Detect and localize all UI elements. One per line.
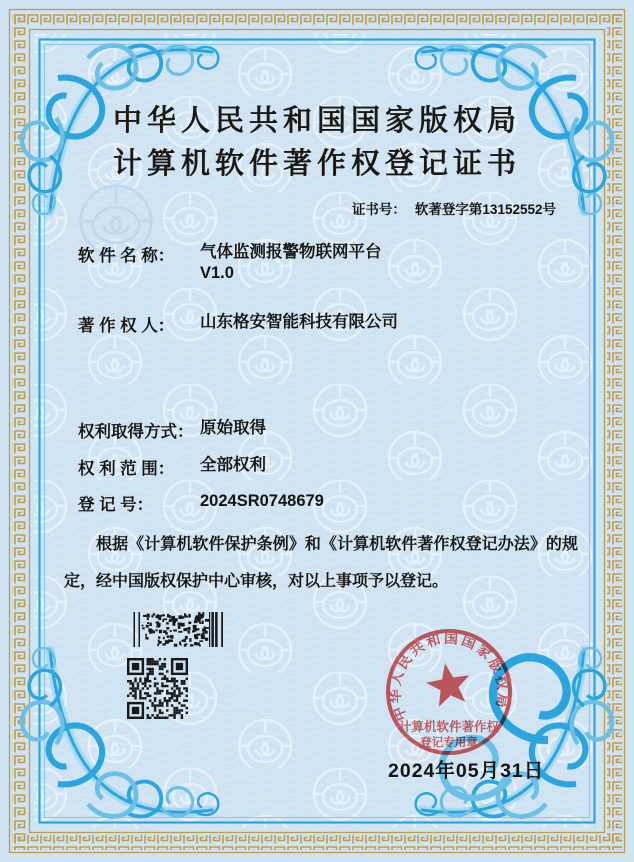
field-value: 全部权利 (200, 456, 266, 474)
seal-inner-line1: 计算机软件著作权 (398, 720, 500, 734)
issue-date: 2024年05月31日 (388, 760, 545, 782)
field-acquisition-method (78, 418, 266, 442)
certificate-number-value: 软著登字第13152552号 (414, 202, 556, 217)
field-rights-scope (78, 455, 266, 479)
field-value: 气体监测报警物联网平台 V1.0 (200, 243, 382, 282)
official-seal (383, 626, 515, 758)
seal-star (423, 660, 473, 709)
field-value: 原始取得 (200, 419, 266, 437)
field-registration-number (78, 491, 324, 515)
qr-code-graphic (127, 658, 188, 719)
barcode-graphic (127, 612, 223, 647)
field-label: 登 记 号： (78, 496, 154, 514)
certificate-title: 计算机软件著作权登记证书 (112, 148, 521, 180)
field-label: 软 件 名 称： (78, 247, 175, 265)
registration-statement: 根据《计算机软件保护条例》和《计算机软件著作权登记办法》的规定，经中国版权保护中心审核，对以上事项予以登记。 (64, 536, 578, 590)
field-label: 著 作 权 人： (78, 317, 175, 335)
field-value: 2024SR0748679 (200, 492, 324, 510)
seal-arc-text: 中华人民共和国国家版权局 (386, 629, 512, 724)
certificate-number-label: 证书号： (351, 202, 406, 217)
authority-title: 中华人民共和国国家版权局 (112, 105, 521, 137)
seal-inner-line2: 登记专用章 (420, 737, 478, 749)
certificate-number (352, 198, 556, 218)
field-label: 权 利 范 围： (78, 460, 175, 478)
field-version: V1.0 (200, 264, 234, 282)
field-value: 山东格安智能科技有限公司 (200, 313, 398, 331)
field-label: 权利取得方式： (78, 423, 194, 441)
field-copyright-owner (78, 312, 398, 336)
field-software-name (78, 242, 382, 284)
